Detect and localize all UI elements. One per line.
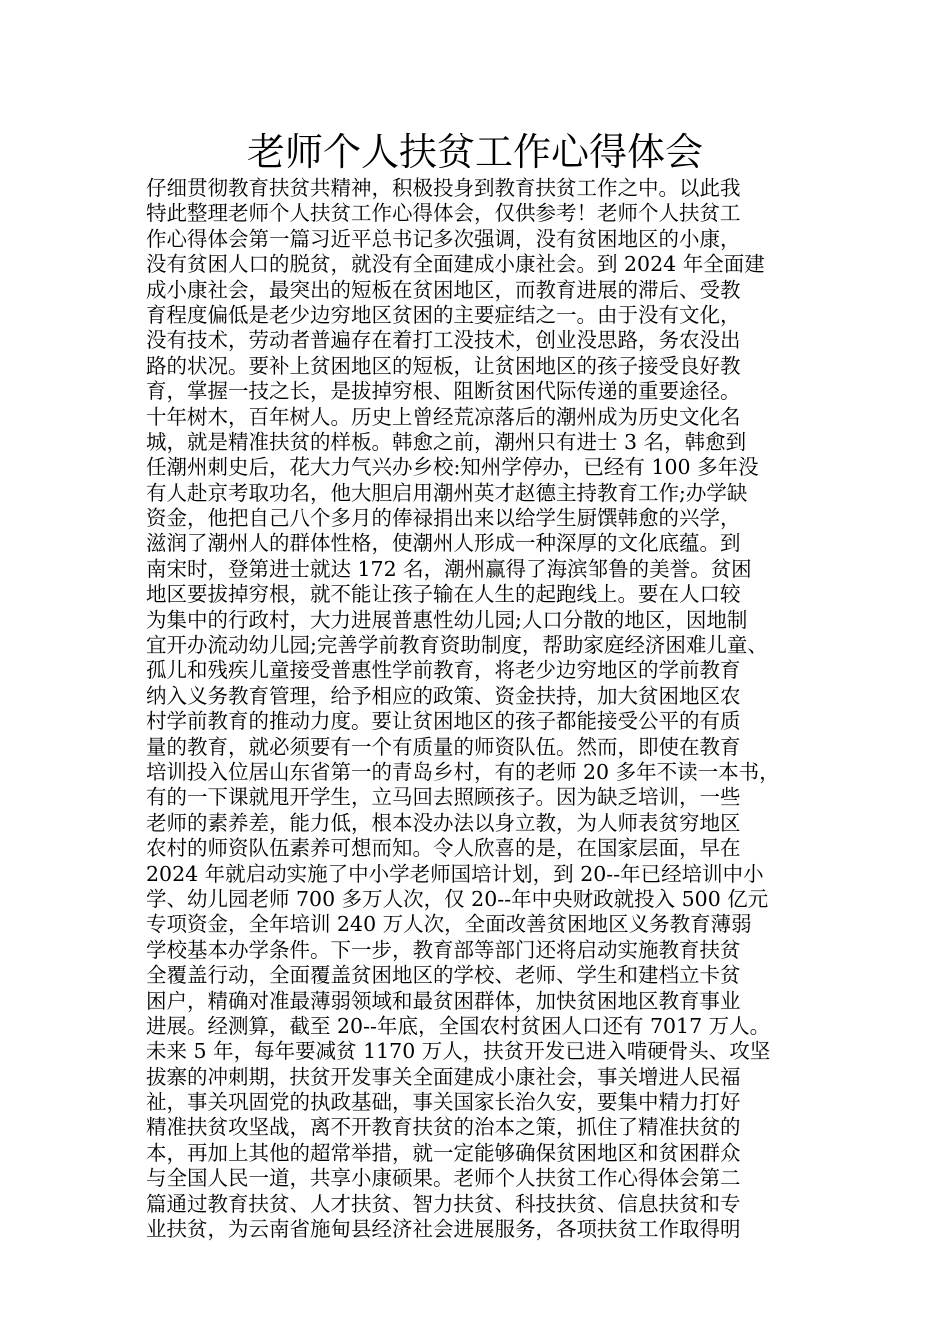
body-line: 城，就是精准扶贫的样板。韩愈之前，潮州只有进士 3 名，韩愈到 [146,429,747,454]
body-line: 村学前教育的推动力度。要让贫困地区的孩子都能接受公平的有质 [146,709,741,734]
body-line: 未来 5 年，每年要减贫 1170 万人，扶贫开发已进入啃硬骨头、攻坚 [146,1039,771,1064]
body-line: 有人赴京考取功名，他大胆启用潮州英才赵德主持教育工作;办学缺 [146,480,748,505]
body-line: 学校基本办学条件。下一步，教育部等部门还将启动实施教育扶贫 [146,937,741,962]
body-line: 与全国人民一道，共享小康硕果。老师个人扶贫工作心得体会第二 [146,1166,741,1191]
body-line: 育，掌握一技之长，是拔掉穷根、阻断贫困代际传递的重要途径。 [146,379,741,404]
body-line: 育程度偏低是老少边穷地区贫困的主要症结之一。由于没有文化， [146,302,741,327]
body-line: 老师的素养差，能力低，根本没办法以身立教，为人师表贫穷地区 [146,810,741,835]
body-line: 纳入义务教育管理，给予相应的政策、资金扶持，加大贫困地区农 [146,683,741,708]
body-line: 作心得体会第一篇习近平总书记多次强调，没有贫困地区的小康， [146,226,741,251]
body-line: 困户，精确对准最薄弱领域和最贫困群体，加快贫困地区教育事业 [146,988,741,1013]
document-body [146,176,826,1242]
body-line: 没有技术，劳动者普遍存在着打工没技术，创业没思路，务农没出 [146,328,741,353]
body-line: 全覆盖行动，全面覆盖贫困地区的学校、老师、学生和建档立卡贫 [146,963,741,988]
body-line: 祉，事关巩固党的执政基础，事关国家长治久安，要集中精力打好 [146,1090,741,1115]
body-line: 滋润了潮州人的群体性格，使潮州人形成一种深厚的文化底蕴。到 [146,531,741,556]
body-line: 资金，他把自己八个多月的俸禄捐出来以给学生厨馔韩愈的兴学， [146,506,741,531]
body-line: 为集中的行政村，大力进展普惠性幼儿园;人口分散的地区，因地制 [146,607,748,632]
body-line: 进展。经测算，截至 20--年底，全国农村贫困人口还有 7017 万人。 [146,1013,771,1038]
body-line: 专项资金，全年培训 240 万人次，全面改善贫困地区义务教育薄弱 [146,912,752,937]
body-line: 量的教育，就必须要有一个有质量的师资队伍。然而，即使在教育 [146,734,741,759]
body-line: 有的一下课就甩开学生，立马回去照顾孩子。因为缺乏培训，一些 [146,785,741,810]
body-line: 拔寨的冲刺期，扶贫开发事关全面建成小康社会，事关增进人民福 [146,1064,741,1089]
body-line: 地区要拔掉穷根，就不能让孩子输在人生的起跑线上。要在人口较 [146,582,741,607]
body-line: 成小康社会，最突出的短板在贫困地区，而教育进展的滞后、受教 [146,277,741,302]
body-line: 精准扶贫攻坚战，离不开教育扶贫的治本之策，抓住了精准扶贫的 [146,1115,741,1140]
body-line: 学、幼儿园老师 700 多万人次，仅 20--年中央财政就投入 500 亿元 [146,886,769,911]
body-line: 宜开办流动幼儿园;完善学前教育资助制度，帮助家庭经济困难儿童、 [146,633,768,658]
body-line: 任潮州刺史后，花大力气兴办乡校:知州学停办，已经有 100 多年没 [146,455,759,480]
body-line: 农村的师资队伍素养可想而知。令人欣喜的是，在国家层面，早在 [146,836,741,861]
body-line: 2024 年就启动实施了中小学老师国培计划，到 20--年已经培训中小 [146,861,764,886]
document-title: 老师个人扶贫工作心得体会 [246,130,703,174]
body-line: 路的状况。要补上贫困地区的短板，让贫困地区的孩子接受良好教 [146,353,741,378]
body-line: 业扶贫，为云南省施甸县经济社会进展服务，各项扶贫工作取得明 [146,1217,741,1242]
body-line: 本，再加上其他的超常举措，就一定能够确保贫困地区和贫困群众 [146,1140,741,1165]
body-line: 十年树木，百年树人。历史上曾经荒凉落后的潮州成为历史文化名 [146,404,741,429]
body-line: 孤儿和残疾儿童接受普惠性学前教育，将老少边穷地区的学前教育 [146,658,741,683]
body-line: 培训投入位居山东省第一的青岛乡村，有的老师 20 多年不读一本书， [146,759,780,784]
body-line: 篇通过教育扶贫、人才扶贫、智力扶贫、科技扶贫、信息扶贫和专 [146,1191,741,1216]
body-line: 仔细贯彻教育扶贫共精神，积极投身到教育扶贫工作之中。以此我 [146,176,741,200]
body-line: 特此整理老师个人扶贫工作心得体会，仅供参考！老师个人扶贫工 [146,201,741,226]
body-line: 没有贫困人口的脱贫，就没有全面建成小康社会。到 2024 年全面建 [146,252,765,277]
body-line: 南宋时，登第进士就达 172 名，潮州赢得了海滨邹鲁的美誉。贫困 [146,556,752,581]
